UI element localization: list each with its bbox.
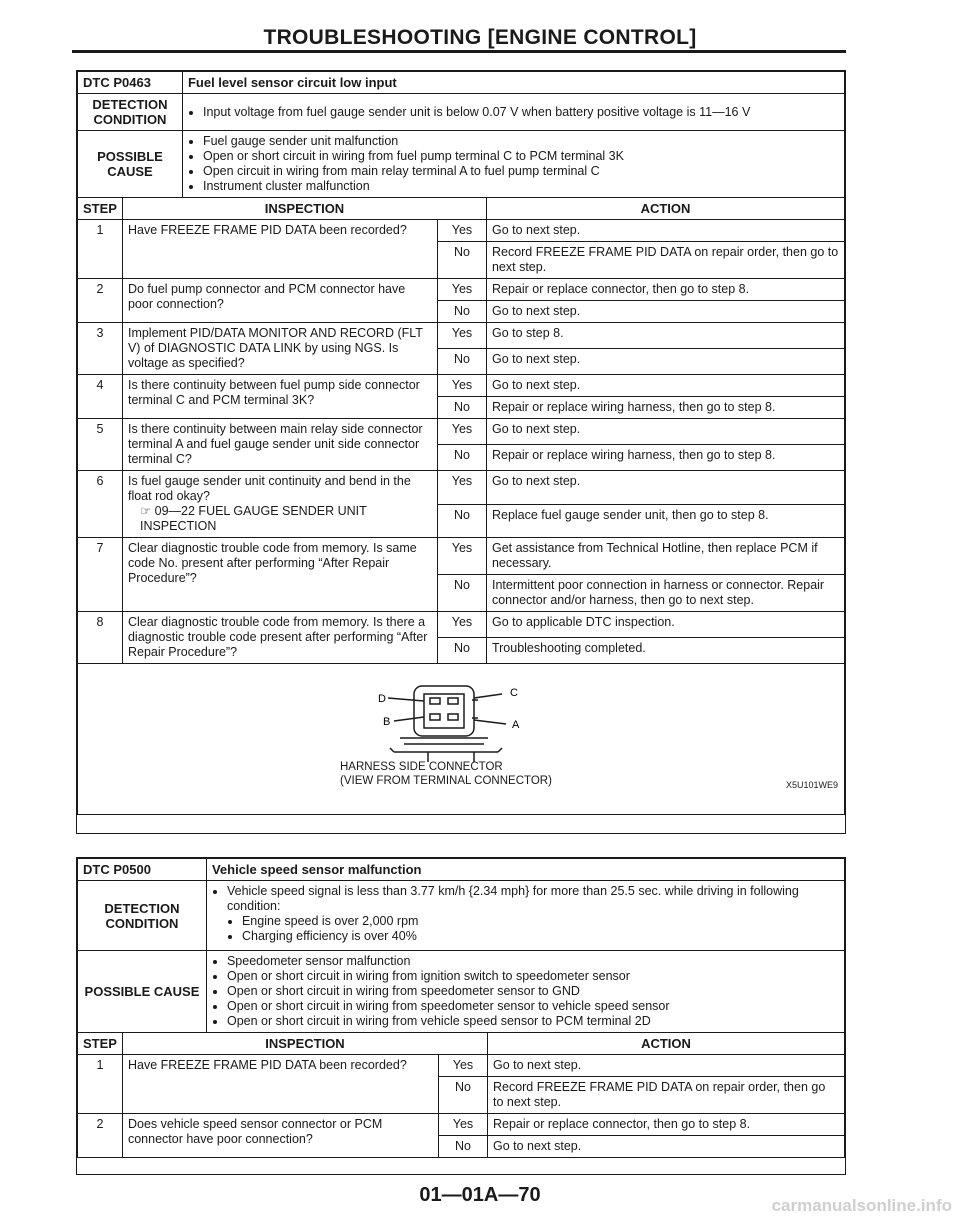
step-inspection	[122, 279, 437, 323]
yes-label: Yes	[438, 1114, 487, 1136]
cause-item: • Fuel gauge sender unit malfunction	[203, 134, 839, 149]
no-action: Troubleshooting completed.	[486, 638, 844, 664]
no-action: Go to next step.	[487, 1136, 844, 1158]
col-action: ACTION	[487, 1033, 844, 1055]
yes-action: Go to next step.	[486, 471, 844, 505]
step-number: 3	[78, 323, 123, 375]
no-label: No	[437, 445, 486, 471]
cause-item: • Open or short circuit in wiring from ignition switch to speedometer sensor	[227, 969, 839, 984]
step-number: 6	[78, 471, 123, 538]
dtc-code: DTC P0463	[78, 72, 183, 94]
yes-action: Repair or replace connector, then go to step 8.	[486, 279, 844, 301]
page-title: TROUBLESHOOTING [ENGINE CONTROL]	[263, 26, 697, 49]
step-inspection	[122, 419, 437, 471]
yes-label: Yes	[437, 220, 486, 242]
cause-item: • Open or short circuit in wiring from vehicle speed sensor to PCM terminal 2D	[227, 1014, 839, 1029]
no-action: Go to next step.	[486, 301, 844, 323]
yes-action: Get assistance from Technical Hotline, then replace PCM if necessary.	[486, 538, 844, 575]
title-rule	[72, 50, 846, 53]
step-number: 8	[78, 612, 123, 664]
yes-label: Yes	[437, 471, 486, 505]
step-number: 5	[78, 419, 123, 471]
no-action: Replace fuel gauge sender unit, then go to step 8.	[486, 504, 844, 538]
no-action: Go to next step.	[486, 349, 844, 375]
cause-list	[188, 134, 839, 194]
yes-action: Repair or replace connector, then go to step 8.	[487, 1114, 844, 1136]
step-inspection	[122, 612, 437, 664]
no-label: No	[437, 575, 486, 612]
step-number: 2	[78, 279, 123, 323]
yes-action: Go to next step.	[486, 220, 844, 242]
yes-label: Yes	[438, 1055, 487, 1077]
cause-item: • Open or short circuit in wiring from speedometer sensor to vehicle speed sensor	[227, 999, 839, 1014]
step-row-yes	[78, 375, 845, 397]
step-reference: ☞ 09—22 FUEL GAUGE SENDER UNIT INSPECTION	[139, 504, 367, 533]
dtc-p0463-panel	[76, 70, 846, 834]
yes-action: Go to applicable DTC inspection.	[486, 612, 844, 638]
yes-label: Yes	[437, 538, 486, 575]
no-action: Repair or replace wiring harness, then go to step 8.	[486, 445, 844, 471]
detection-sub-item: • Charging efficiency is over 40%	[242, 929, 839, 944]
step-question: Implement PID/DATA MONITOR AND RECORD (FLT V) of DIAGNOSTIC DATA LINK by using NGS. Is voltage as specified?	[127, 326, 423, 370]
step-number: 4	[78, 375, 123, 419]
no-label: No	[437, 242, 486, 279]
yes-label: Yes	[437, 279, 486, 301]
no-label: No	[437, 504, 486, 538]
terminal-d-label: D	[378, 693, 386, 705]
yes-label: Yes	[437, 419, 486, 445]
col-step: STEP	[78, 198, 123, 220]
diagram-caption-line1: HARNESS SIDE CONNECTOR	[340, 761, 503, 773]
no-label: No	[437, 638, 486, 664]
step-row-yes	[78, 1055, 845, 1077]
step-question: Is there continuity between main relay side connector terminal A and fuel gauge sender unit side connector terminal C?	[127, 422, 423, 466]
step-row-yes	[78, 1114, 845, 1136]
step-question: Clear diagnostic trouble code from memory. Is same code No. present after performing “After Repair Procedure”?	[127, 541, 417, 585]
detection-label: DETECTION CONDITION	[78, 881, 207, 951]
page-number: 01—01A—70	[419, 1184, 541, 1206]
step-row-yes	[78, 279, 845, 301]
cause-label: POSSIBLE CAUSE	[78, 951, 207, 1033]
step-question: Is fuel gauge sender unit continuity and bend in the float rod okay?	[127, 474, 411, 503]
figure-code: X5U101WE9	[785, 780, 838, 790]
col-inspection: INSPECTION	[122, 198, 486, 220]
yes-label: Yes	[437, 323, 486, 349]
cause-item: • Open or short circuit in wiring from speedometer sensor to GND	[227, 984, 839, 999]
detection-label: DETECTION CONDITION	[78, 94, 183, 131]
step-inspection	[122, 538, 437, 612]
step-inspection	[122, 323, 437, 375]
col-step: STEP	[78, 1033, 123, 1055]
dtc-name: Fuel level sensor circuit low input	[182, 72, 844, 94]
step-row-yes	[78, 471, 845, 505]
step-number: 1	[78, 220, 123, 279]
step-inspection	[122, 1114, 438, 1158]
detection-item: • Vehicle speed signal is less than 3.77 km/h {2.34 mph} for more than 25.5 sec. while driving in following condition:	[227, 884, 839, 914]
no-action: Record FREEZE FRAME PID DATA on repair order, then go to next step.	[486, 242, 844, 279]
no-label: No	[437, 349, 486, 375]
step-question: Have FREEZE FRAME PID DATA been recorded?	[127, 223, 407, 237]
dtc1-step-rows	[78, 220, 845, 664]
yes-action: Go to next step.	[486, 419, 844, 445]
terminal-b-label: B	[383, 716, 391, 728]
step-question: Does vehicle speed sensor connector or PCM connector have poor connection?	[127, 1117, 383, 1146]
terminal-a-label: A	[512, 719, 520, 731]
step-inspection	[122, 375, 437, 419]
dtc2-step-rows	[78, 1055, 845, 1158]
cause-list	[212, 954, 839, 1029]
step-question: Have FREEZE FRAME PID DATA been recorded?	[127, 1058, 407, 1072]
cause-item: • Speedometer sensor malfunction	[227, 954, 839, 969]
cause-item: • Open circuit in wiring from main relay terminal A to fuel pump terminal C	[203, 164, 839, 179]
connector-drawing	[78, 664, 844, 814]
step-inspection	[122, 220, 437, 279]
step-number: 1	[78, 1055, 123, 1114]
yes-action: Go to next step.	[486, 375, 844, 397]
step-row-yes	[78, 220, 845, 242]
no-action: Record FREEZE FRAME PID DATA on repair order, then go to next step.	[487, 1077, 844, 1114]
step-inspection	[122, 1055, 438, 1114]
dtc-name: Vehicle speed sensor malfunction	[206, 859, 844, 881]
no-label: No	[438, 1077, 487, 1114]
dtc-p0463-table	[77, 71, 845, 815]
watermark: carmanualsonline.info	[771, 1196, 952, 1215]
dtc-p0500-panel	[76, 857, 846, 1175]
yes-action: Go to next step.	[487, 1055, 844, 1077]
step-row-yes	[78, 612, 845, 638]
step-question: Do fuel pump connector and PCM connector have poor connection?	[127, 282, 406, 311]
dtc-code: DTC P0500	[78, 859, 207, 881]
cause-item: • Open or short circuit in wiring from fuel pump terminal C to PCM terminal 3K	[203, 149, 839, 164]
step-question: Is there continuity between fuel pump side connector terminal C and PCM terminal 3K?	[127, 378, 420, 407]
detection-item: • Input voltage from fuel gauge sender unit is below 0.07 V when battery positive voltage is 11—16 V	[203, 105, 839, 120]
cause-item: • Instrument cluster malfunction	[203, 179, 839, 194]
no-action: Repair or replace wiring harness, then go to step 8.	[486, 397, 844, 419]
detection-sub-item: • Engine speed is over 2,000 rpm	[242, 914, 839, 929]
step-inspection	[122, 471, 437, 538]
no-label: No	[437, 397, 486, 419]
diagram-caption-line2: (VIEW FROM TERMINAL CONNECTOR)	[340, 775, 552, 787]
no-label: No	[437, 301, 486, 323]
step-question: Clear diagnostic trouble code from memory. Is there a diagnostic trouble code present after performing “After Repair Procedure”?	[127, 615, 428, 659]
no-action: Intermittent poor connection in harness or connector. Repair connector and/or harness, then go to next step.	[486, 575, 844, 612]
yes-label: Yes	[437, 612, 486, 638]
yes-action: Go to step 8.	[486, 323, 844, 349]
step-row-yes	[78, 419, 845, 445]
terminal-c-label: C	[510, 687, 518, 699]
step-row-yes	[78, 538, 845, 575]
dtc-p0500-table	[77, 858, 845, 1158]
col-inspection: INSPECTION	[122, 1033, 487, 1055]
yes-label: Yes	[437, 375, 486, 397]
step-number: 2	[78, 1114, 123, 1158]
cause-label: POSSIBLE CAUSE	[78, 131, 183, 198]
no-label: No	[438, 1136, 487, 1158]
connector-diagram	[78, 664, 844, 814]
col-action: ACTION	[486, 198, 844, 220]
step-number: 7	[78, 538, 123, 612]
step-row-yes	[78, 323, 845, 349]
